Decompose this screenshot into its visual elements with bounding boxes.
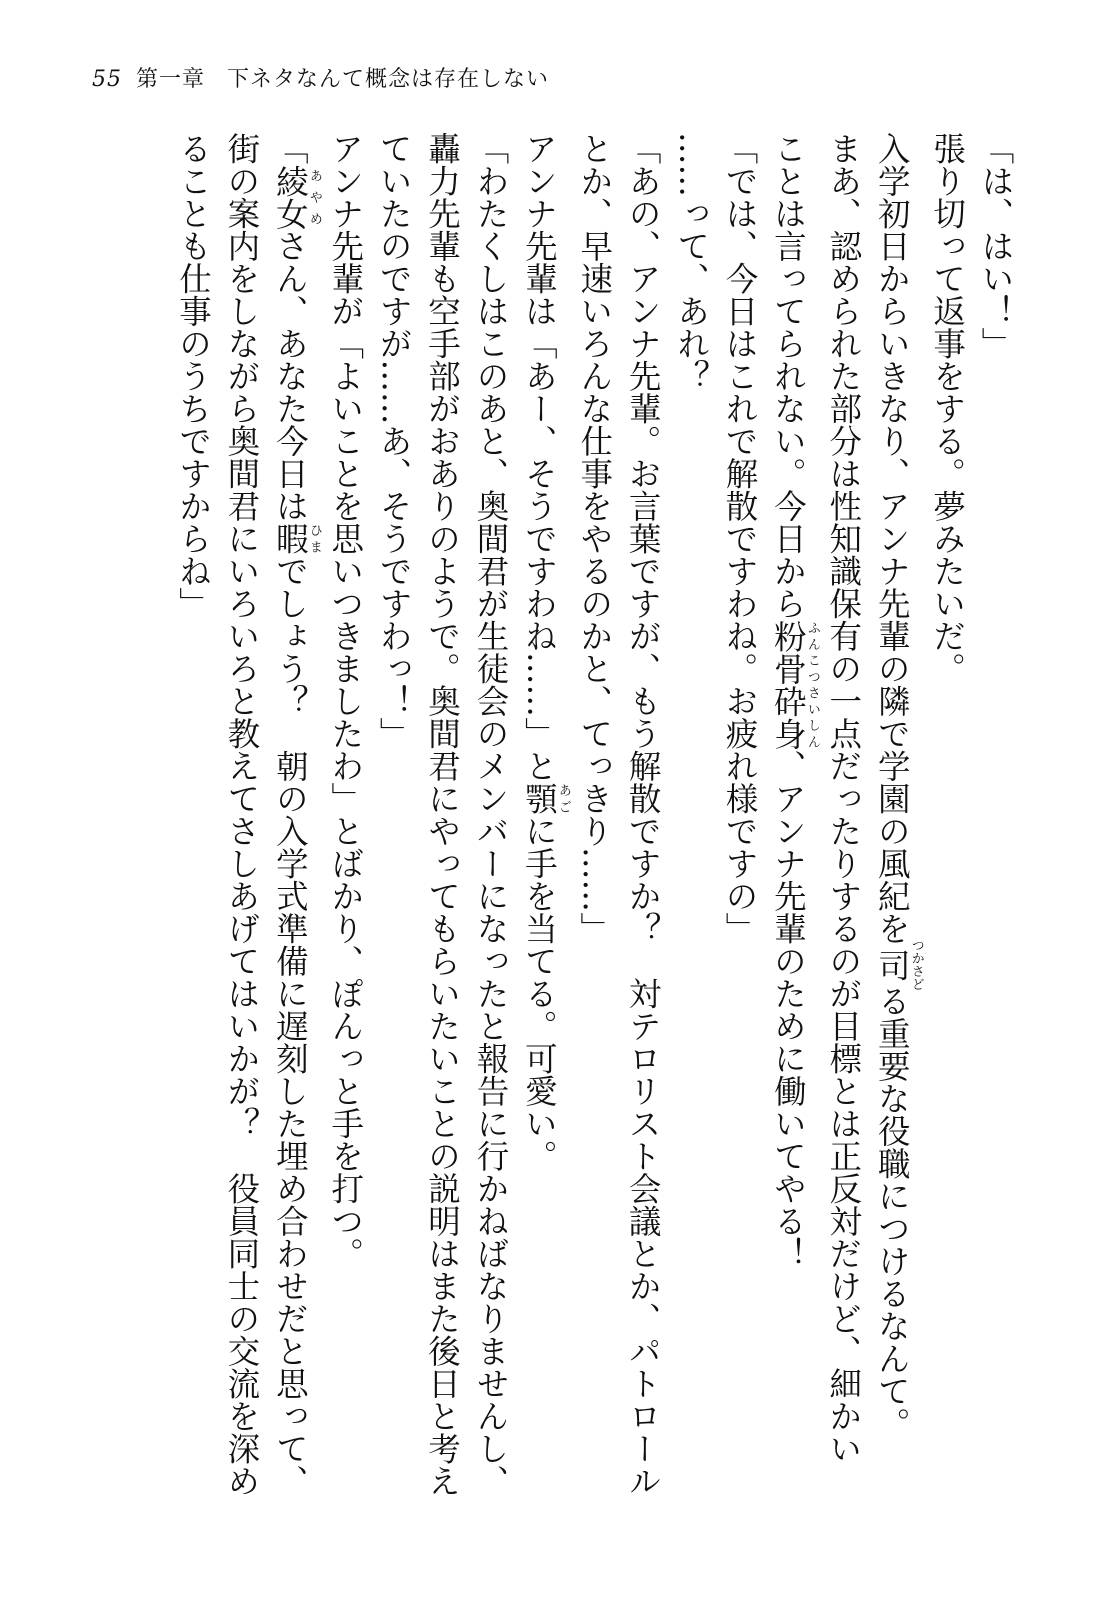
text-line: ……って、あれ？ (672, 132, 711, 392)
chapter-title: 下ネタなんて概念は存在しない (227, 67, 550, 92)
text-run: る重要な役職につけるなんて。 (873, 984, 912, 1440)
chapter-label: 第一章 (136, 67, 206, 92)
text-run: 入学初日からいきなり、アンナ先輩の隣で学園の風紀を (873, 132, 912, 945)
text-run: でしょう？ 朝の入学式準備に遅刻した埋め合わせだと思って、 (271, 554, 310, 1497)
text-line (868, 132, 923, 1552)
text-line: 街の案内をしながら奥間君にいろいろと教えてさしあげてはいかが？ 役員同士の交流を深め (222, 132, 261, 1497)
page-number: 55 (92, 67, 122, 92)
vertical-body-text (10, 132, 1020, 1552)
ruby-reading: ひま (306, 522, 322, 555)
ruby-base: 暇 (271, 522, 310, 555)
ruby-base: 顎 (520, 782, 559, 815)
text-line: 「では、今日はこれで解散ですわね。お疲れ様ですの」 (720, 132, 759, 945)
ruby-reading: ふんこつさいしん (804, 619, 820, 750)
ruby-annotation (769, 619, 820, 750)
text-line: 張り切って返事をする。夢みたいだ。 (928, 132, 967, 685)
text-line (515, 132, 570, 1552)
text-line: まあ、認められた部分は性知識保有の一点だったりするのが目標とは正反対だけど、細かい (824, 132, 863, 1465)
ruby-annotation (271, 522, 322, 555)
ruby-base: 綾女 (271, 164, 310, 230)
text-run: に手を当てる。可愛い。 (520, 814, 559, 1172)
ruby-annotation (520, 782, 571, 815)
text-line: とか、早速いろんな仕事をやるのかと、てっきり……」 (575, 132, 614, 945)
text-line: アンナ先輩が「よいことを思いつきましたわ」とばかり、ぽんっと手を打つ。 (326, 132, 365, 1270)
text-run: アンナ先輩は「あー、そうですわね……」と (520, 132, 559, 782)
ruby-reading: あやめ (306, 164, 322, 230)
text-run: さん、あなた今日は (271, 229, 310, 522)
text-line (266, 132, 321, 1552)
ruby-reading: あご (555, 782, 571, 815)
ruby-reading: つかさど (908, 938, 924, 991)
text-line: 「わたくしはこのあと、奥間君が生徒会のメンバーになったと報告に行かねばなりませんし、 (471, 132, 510, 1497)
text-run: 「 (271, 132, 310, 165)
text-line: ることも仕事のうちですからね」 (174, 132, 213, 620)
ruby-base: 粉骨砕身 (769, 619, 808, 750)
text-line: 「あの、アンナ先輩。お言葉ですが、もう解散ですか？ 対テロリスト会議とか、パトロール (624, 132, 663, 1497)
running-header (92, 62, 549, 93)
text-line: ていたのですが……あ、そうですわっ！」 (375, 132, 414, 750)
ruby-annotation (873, 938, 924, 991)
text-run: ことは言ってられない。今日から (769, 132, 808, 620)
text-line: 「は、はい！」 (977, 132, 1015, 360)
ruby-annotation (271, 164, 322, 230)
text-run: 、アンナ先輩のために働いてやる！ (769, 749, 808, 1270)
text-line (764, 132, 819, 1552)
text-line: 轟力先輩も空手部がおありのようで。奥間君にやってもらいたいことの説明はまた後日と考え (423, 132, 462, 1497)
ruby-base: 司 (873, 938, 912, 991)
